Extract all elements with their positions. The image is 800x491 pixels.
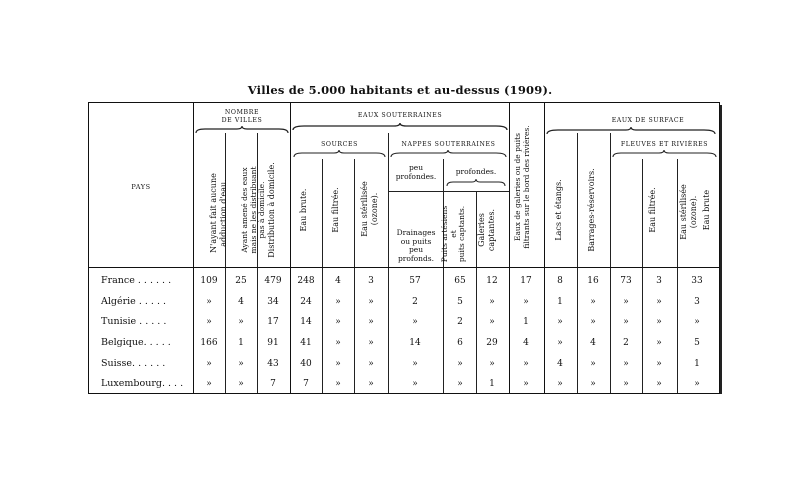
table-cell: 57 xyxy=(409,276,421,286)
col-header-galeries xyxy=(477,200,499,260)
header-text: filtrants sur le bord des rivières. xyxy=(521,125,531,249)
table-cell: » xyxy=(206,317,212,327)
col-header-sources-sterilisee xyxy=(360,164,382,254)
table-cell: » xyxy=(656,379,662,389)
table-cell: » xyxy=(489,317,495,327)
header-text: Eau brute. xyxy=(299,188,308,232)
table-cell: » xyxy=(368,297,374,307)
country-label: Tunisie . . . . . xyxy=(101,316,167,327)
column-divider xyxy=(642,159,643,393)
table-cell: 3 xyxy=(368,276,374,286)
col-header-sources-brute xyxy=(299,165,313,255)
table-cell: 2 xyxy=(457,317,463,327)
table-cell: 1 xyxy=(489,379,495,389)
table-cell: » xyxy=(623,379,629,389)
table-cell: » xyxy=(694,317,700,327)
column-divider xyxy=(193,103,194,393)
table-cell: » xyxy=(656,359,662,369)
table-cell: » xyxy=(206,379,212,389)
table-cell: » xyxy=(412,317,418,327)
table-cell: 14 xyxy=(409,338,421,348)
col-header-puits-artesiens xyxy=(441,199,471,269)
header-text: DE VILLES xyxy=(221,117,263,124)
col-header-fleuves-filtree xyxy=(648,170,662,250)
header-text: Eau filtrée. xyxy=(331,187,340,233)
table-cell: 91 xyxy=(267,338,279,348)
table-cell: » xyxy=(523,297,529,307)
table-cell: » xyxy=(335,317,341,327)
column-divider xyxy=(354,159,355,393)
header-text: Lacs et étangs. xyxy=(554,179,563,241)
table-cell: 4 xyxy=(590,338,596,348)
table-cell: » xyxy=(523,359,529,369)
table-cell: 1 xyxy=(557,297,563,307)
col-header-sources-filtree xyxy=(331,165,345,255)
outer-right-rule xyxy=(720,105,722,394)
table-cell: » xyxy=(623,317,629,327)
table-cell: 2 xyxy=(412,297,418,307)
table-cell: » xyxy=(623,359,629,369)
table-cell: » xyxy=(238,317,244,327)
table-cell: 29 xyxy=(486,338,498,348)
brace-profondes xyxy=(446,179,506,187)
table-cell: 16 xyxy=(587,276,599,286)
table-cell: 2 xyxy=(623,338,629,348)
table-cell: 8 xyxy=(557,276,563,286)
table-cell: 109 xyxy=(200,276,218,286)
table-cell: 7 xyxy=(303,379,309,389)
header-text: Eaux de galeries ou de puits xyxy=(513,132,522,242)
country-label: France . . . . . . xyxy=(101,275,172,286)
table-cell: 14 xyxy=(300,317,312,327)
header-text: puits captants. xyxy=(457,205,466,263)
table-cell: » xyxy=(656,338,662,348)
table-cell: 40 xyxy=(300,359,312,369)
table-cell: 1 xyxy=(694,359,700,369)
header-text: Eau filtrée. xyxy=(648,187,657,233)
col-header-lacs-etangs xyxy=(554,165,568,255)
header-text: Eau stérilisée xyxy=(679,184,688,240)
table-cell: 4 xyxy=(523,338,529,348)
table-cell: 17 xyxy=(267,317,279,327)
table-cell: 41 xyxy=(300,338,312,348)
col-header-distribution xyxy=(267,155,281,265)
table-cell: 25 xyxy=(235,276,247,286)
table-cell: 6 xyxy=(457,338,463,348)
table-cell: 3 xyxy=(694,297,700,307)
header-text: mais ne les distribuant xyxy=(248,166,258,254)
brace-fleuves xyxy=(612,150,717,158)
header-text: adduction d'eau. xyxy=(218,179,228,247)
col-header-fleuves-brute xyxy=(702,170,716,250)
fleuves-et-rivieres-header: FLEUVES ET RIVIÈRES xyxy=(620,141,709,148)
column-divider xyxy=(577,133,578,393)
header-text: Barrages-réservoirs. xyxy=(587,168,596,252)
header-text: profondes. xyxy=(395,172,437,181)
table-cell: » xyxy=(656,317,662,327)
sources-header: SOURCES xyxy=(321,141,358,148)
table-cell: 7 xyxy=(270,379,276,389)
table-cell: 12 xyxy=(486,276,498,286)
eaux-souterraines-header: EAUX SOUTERRAINES xyxy=(357,112,443,119)
table-cell: 248 xyxy=(297,276,315,286)
brace-nappes xyxy=(390,150,507,158)
table-title: Villes de 5.000 habitants et au-dessus (1909). xyxy=(247,83,553,97)
country-label: Luxembourg. . . . xyxy=(101,378,184,389)
brace-eaux-de-surface xyxy=(546,127,716,135)
header-text: Distribution à domicile. xyxy=(267,162,276,258)
table-cell: » xyxy=(238,379,244,389)
header-bottom-rule xyxy=(89,267,719,268)
header-text: Puits artésiens xyxy=(440,205,449,263)
table-cell: 17 xyxy=(520,276,532,286)
table-cell: 73 xyxy=(620,276,632,286)
table-cell: » xyxy=(368,359,374,369)
table-cell: » xyxy=(368,379,374,389)
header-text: Galeries xyxy=(477,213,486,247)
table-cell: » xyxy=(335,379,341,389)
col-header-barrages xyxy=(587,155,601,265)
nappes-souterraines-header: NAPPES SOUTERRAINES xyxy=(401,141,496,148)
column-divider xyxy=(443,159,444,393)
table-cell: » xyxy=(557,379,563,389)
table-cell: » xyxy=(523,379,529,389)
table-cell: 4 xyxy=(335,276,341,286)
table-cell: 3 xyxy=(656,276,662,286)
table-cell: 166 xyxy=(200,338,218,348)
peu-profondes-header xyxy=(389,163,443,181)
table-cell: » xyxy=(694,379,700,389)
header-text: ou puits xyxy=(400,236,432,246)
country-label: Belgique. . . . . xyxy=(101,337,171,348)
header-text: Ayant amené des eaux xyxy=(240,167,249,253)
header-text: Eau stérilisée xyxy=(360,181,369,237)
column-divider xyxy=(509,103,510,393)
table-cell: » xyxy=(590,297,596,307)
eaux-de-surface-header: EAUX DE SURFACE xyxy=(611,117,685,124)
table-cell: 1 xyxy=(523,317,529,327)
table-cell: » xyxy=(489,297,495,307)
table-cell: 33 xyxy=(691,276,703,286)
brace-sources xyxy=(293,150,386,158)
table-cell: » xyxy=(206,297,212,307)
header-text: Drainages xyxy=(396,228,436,237)
table-cell: » xyxy=(557,338,563,348)
header-text: pas à domicile. xyxy=(257,181,266,239)
table-cell: » xyxy=(335,338,341,348)
pays-header: PAYS xyxy=(131,183,151,191)
table-cell: 43 xyxy=(267,359,279,369)
column-divider xyxy=(290,103,291,393)
statistics-table xyxy=(88,102,720,394)
table-cell: » xyxy=(206,359,212,369)
header-text: captantes. xyxy=(486,208,496,252)
column-divider xyxy=(677,159,678,393)
header-text: N'ayant fait aucune xyxy=(209,173,218,253)
table-cell: 479 xyxy=(264,276,282,286)
table-cell: » xyxy=(335,359,341,369)
header-text: (ozone). xyxy=(688,195,698,229)
table-cell: 5 xyxy=(694,338,700,348)
table-cell: 5 xyxy=(457,297,463,307)
table-cell: » xyxy=(368,317,374,327)
subheader-rule xyxy=(388,191,509,192)
col-header-no-adduction xyxy=(209,158,239,268)
table-cell: 4 xyxy=(557,359,563,369)
table-cell: » xyxy=(489,359,495,369)
table-cell: 65 xyxy=(454,276,466,286)
col-header-fleuves-sterilisee xyxy=(679,167,701,257)
table-cell: » xyxy=(457,359,463,369)
column-divider xyxy=(544,103,545,393)
header-text: NOMBRE xyxy=(224,109,260,116)
table-cell: » xyxy=(238,359,244,369)
table-cell: » xyxy=(335,297,341,307)
col-header-galeries-puits-filtrants xyxy=(514,122,538,252)
table-cell: » xyxy=(656,297,662,307)
header-text: peu xyxy=(408,163,424,172)
table-cell: 34 xyxy=(267,297,279,307)
brace-nombre xyxy=(195,126,289,134)
table-cell: » xyxy=(590,317,596,327)
country-label: Suisse. . . . . . xyxy=(101,358,166,369)
table-cell: » xyxy=(368,338,374,348)
table-cell: » xyxy=(412,359,418,369)
col-header-drainages xyxy=(390,229,442,263)
table-cell: 4 xyxy=(238,297,244,307)
table-cell: » xyxy=(457,379,463,389)
column-divider xyxy=(610,133,611,393)
table-cell: » xyxy=(557,317,563,327)
table-cell: 24 xyxy=(300,297,312,307)
table-cell: » xyxy=(412,379,418,389)
table-cell: 1 xyxy=(238,338,244,348)
header-text: Eau brute xyxy=(702,189,711,231)
table-cell: » xyxy=(590,359,596,369)
profondes-header: profondes. xyxy=(455,167,497,176)
country-label: Algérie . . . . . xyxy=(101,296,167,307)
header-text: et xyxy=(448,230,458,238)
table-cell: » xyxy=(590,379,596,389)
table-cell: » xyxy=(623,297,629,307)
header-text: (ozone). xyxy=(369,192,379,226)
brace-eaux-souterraines xyxy=(292,123,508,131)
header-text: peu profonds. xyxy=(397,245,435,263)
nombre-de-villes-header xyxy=(195,109,289,125)
